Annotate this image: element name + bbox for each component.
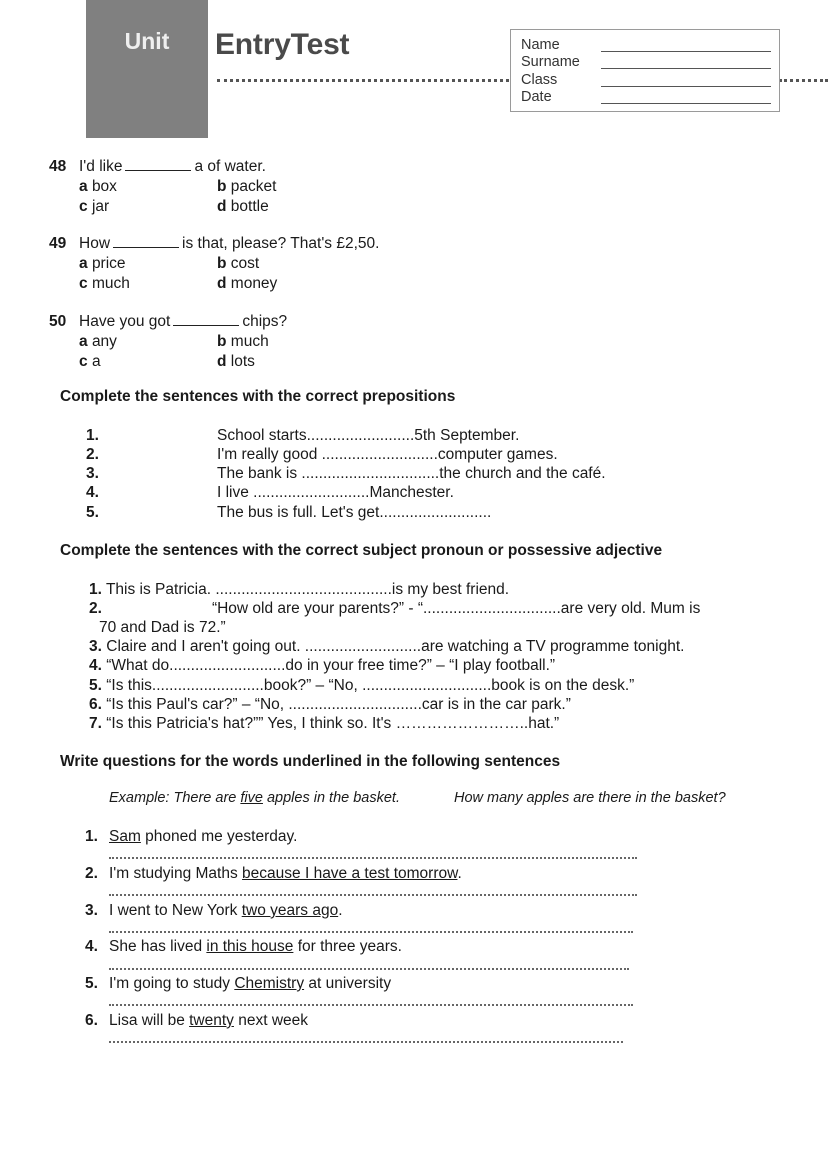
pronoun-item[interactable]: 2. “How old are your parents?” - “................................are very old. Mum is	[89, 600, 701, 617]
pronoun-item[interactable]: 3. Claire and I aren't going out. ...........................are watching a TV programme tonight.	[89, 638, 685, 655]
pronoun-item[interactable]: 7. “Is this Patricia's hat?”” Yes, I think so. It's ……………………..hat.”	[89, 715, 560, 732]
pronoun-item-continuation: 70 and Dad is 72.”	[99, 619, 226, 636]
option-a[interactable]: a any	[79, 333, 117, 350]
surname-line[interactable]	[601, 68, 771, 69]
option-b[interactable]: b cost	[217, 255, 260, 272]
preposition-item[interactable]: 5. The bus is full. Let's get..........................	[86, 504, 492, 521]
question-item: 1. Sam phoned me yesterday.	[85, 828, 298, 845]
stem-after: chips?	[242, 313, 288, 330]
stem-after: is that, please? That's £2,50.	[182, 235, 380, 252]
section-title-questions: Write questions for the words underlined in the following sentences	[60, 753, 561, 770]
question-stem	[79, 157, 266, 177]
answer-line[interactable]	[109, 1004, 633, 1006]
example-answer: How many apples are there in the basket?	[454, 790, 726, 806]
question-stem	[79, 312, 287, 332]
option-b[interactable]: b much	[217, 333, 269, 350]
question-stem	[79, 234, 379, 254]
question-item: 2. I'm studying Maths because I have a test tomorrow.	[85, 865, 462, 882]
title-divider	[217, 79, 509, 82]
answer-blank[interactable]	[173, 312, 239, 326]
section-title-pronouns: Complete the sentences with the correct subject pronoun or possessive adjective	[60, 542, 663, 559]
question-item: 5. I'm going to study Chemistry at university	[85, 975, 392, 992]
answer-blank[interactable]	[113, 234, 179, 248]
pronoun-item[interactable]: 1. This is Patricia. .........................................is my best friend.	[89, 581, 510, 598]
name-field[interactable]	[521, 37, 771, 54]
unit-label: Unit	[124, 28, 170, 54]
name-label: Name	[521, 37, 560, 53]
surname-field[interactable]	[521, 54, 771, 71]
option-a[interactable]: a price	[79, 255, 126, 272]
stem-before: How	[79, 235, 111, 252]
class-field[interactable]	[521, 72, 771, 89]
title-divider-right	[779, 79, 828, 82]
answer-line[interactable]	[109, 968, 629, 970]
unit-box	[86, 0, 208, 138]
answer-line[interactable]	[109, 1041, 623, 1043]
pronoun-item[interactable]: 6. “Is this Paul's car?” – “No, ...............................car is in the car park.”	[89, 696, 571, 713]
option-a[interactable]: a box	[79, 178, 117, 195]
answer-line[interactable]	[109, 857, 637, 859]
preposition-item[interactable]: 4. I live ...........................Manchester.	[86, 484, 454, 501]
preposition-item[interactable]: 3. The bank is ................................the church and the café.	[86, 465, 606, 482]
student-info-box	[510, 29, 780, 112]
date-line[interactable]	[601, 103, 771, 104]
option-c[interactable]: c a	[79, 353, 101, 370]
pronoun-item[interactable]: 4. “What do...........................do in your free time?” – “I play football.”	[89, 657, 556, 674]
example-sentence: Example: There are five apples in the basket. How many apples are there in the basket?	[109, 790, 726, 806]
option-d[interactable]: d money	[217, 275, 278, 292]
stem-after: a of water.	[194, 158, 266, 175]
option-d[interactable]: d bottle	[217, 198, 269, 215]
preposition-item[interactable]: 2. I'm really good ...........................computer games.	[86, 446, 558, 463]
option-d[interactable]: d lots	[217, 353, 255, 370]
class-line[interactable]	[601, 86, 771, 87]
question-item: 4. She has lived in this house for three years.	[85, 938, 402, 955]
question-number: 48	[49, 158, 67, 175]
date-label: Date	[521, 89, 552, 105]
stem-before: Have you got	[79, 313, 171, 330]
answer-line[interactable]	[109, 894, 637, 896]
question-item: 3. I went to New York two years ago.	[85, 902, 343, 919]
answer-line[interactable]	[109, 931, 633, 933]
question-number: 50	[49, 313, 67, 330]
class-label: Class	[521, 72, 558, 88]
name-line[interactable]	[601, 51, 771, 52]
pronoun-item[interactable]: 5. “Is this..........................book?” – “No, ..............................book is on the desk.”	[89, 677, 635, 694]
option-c[interactable]: c jar	[79, 198, 110, 215]
section-title-prepositions: Complete the sentences with the correct prepositions	[60, 388, 456, 405]
preposition-item[interactable]: 1. School starts.........................5th September.	[86, 427, 520, 444]
surname-label: Surname	[521, 54, 580, 70]
option-b[interactable]: b packet	[217, 178, 277, 195]
page-title: EntryTest	[215, 28, 350, 61]
stem-before: I'd like	[79, 158, 123, 175]
option-c[interactable]: c much	[79, 275, 130, 292]
question-number: 49	[49, 235, 67, 252]
answer-blank[interactable]	[125, 157, 191, 171]
question-item: 6. Lisa will be twenty next week	[85, 1012, 309, 1029]
date-field[interactable]	[521, 89, 771, 106]
